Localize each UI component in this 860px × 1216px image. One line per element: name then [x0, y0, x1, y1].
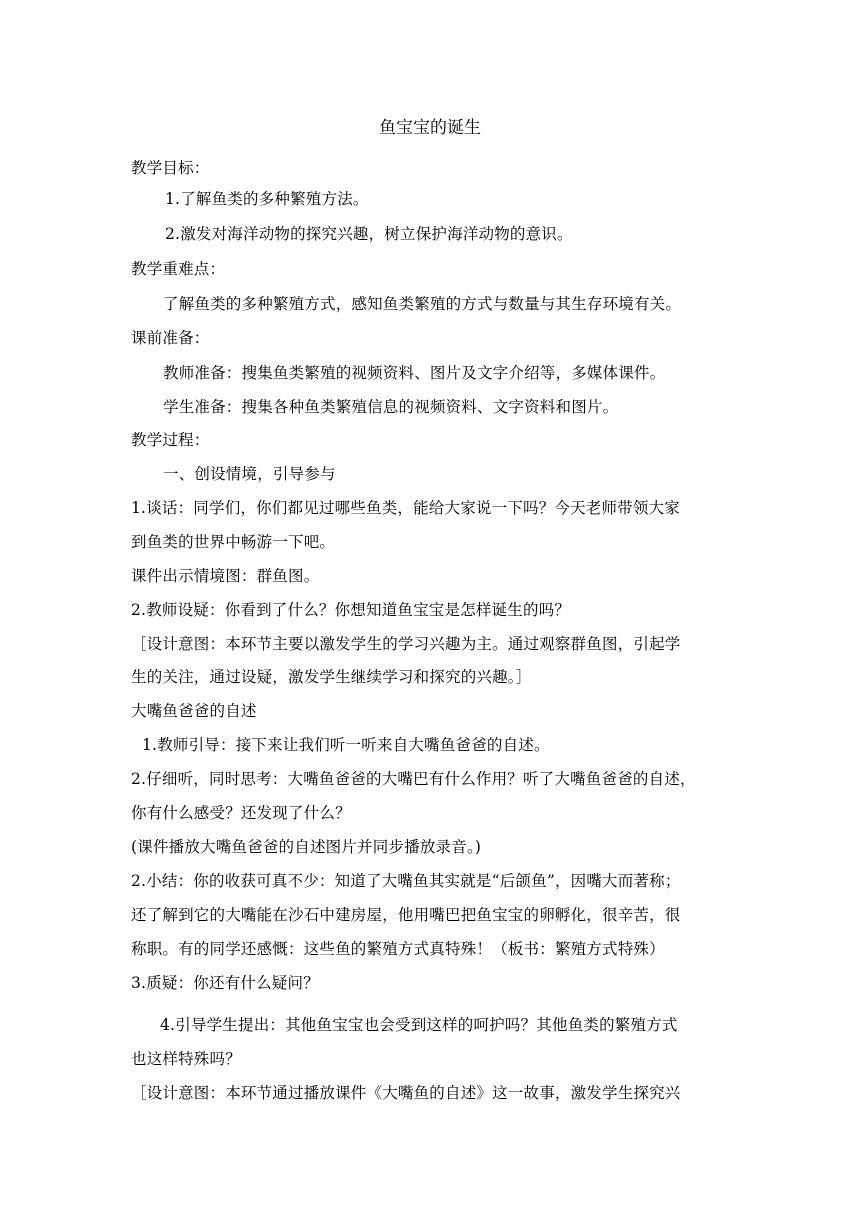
paragraph-line: 也这样特殊吗？	[131, 1050, 241, 1068]
paragraph-line: 3.质疑：你还有什么疑问？	[131, 974, 319, 992]
section-one-heading: 一、创设情境，引导参与	[163, 465, 336, 483]
paragraph-line: 4.引导学生提出：其他鱼宝宝也会受到这样的呵护吗？其他鱼类的繁殖方式	[160, 1016, 678, 1034]
paragraph-line: (课件播放大嘴鱼爸爸的自述图片并同步播放录音。)	[131, 838, 482, 856]
section-heading: 大嘴鱼爸爸的自述	[131, 702, 257, 720]
design-intent-line: ［设计意图：本环节通过播放课件《大嘴鱼的自述》这一故事，激发学生探究兴	[131, 1084, 681, 1102]
heading-preparation: 课前准备：	[131, 329, 210, 347]
paragraph-line: 1.谈话：同学们，你们都见过哪些鱼类，能给大家说一下吗？今天老师带领大家	[131, 499, 680, 517]
teacher-preparation: 教师准备：搜集鱼类繁殖的视频资料、图片及文字介绍等，多媒体课件。	[163, 364, 666, 382]
heading-process: 教学过程：	[131, 431, 210, 449]
design-intent-line: 生的关注，通过设疑，激发学生继续学习和探究的兴趣。］	[131, 668, 532, 686]
goal-item-2: 2.激发对海洋动物的探究兴趣，树立保护海洋动物的意识。	[165, 225, 573, 243]
key-points-text: 了解鱼类的多种繁殖方式，感知鱼类繁殖的方式与数量与其生存环境有关。	[163, 295, 682, 313]
paragraph-line: 2.教师设疑：你看到了什么？你想知道鱼宝宝是怎样诞生的吗？	[131, 601, 571, 619]
paragraph-line: 到鱼类的世界中畅游一下吧。	[131, 533, 336, 551]
document-title: 鱼宝宝的诞生	[379, 118, 481, 138]
paragraph-line: 2.小结：你的收获可真不少：知道了大嘴鱼其实就是“后颌鱼”，因嘴大而著称；	[131, 872, 681, 890]
student-preparation: 学生准备：搜集各种鱼类繁殖信息的视频资料、文字资料和图片。	[163, 398, 619, 416]
heading-key-points: 教学重难点：	[131, 260, 226, 278]
paragraph-line: 2.仔细听，同时思考：大嘴鱼爸爸的大嘴巴有什么作用？听了大嘴鱼爸爸的自述，	[131, 770, 696, 788]
heading-teaching-goals: 教学目标：	[131, 159, 210, 177]
paragraph-line: 称职。有的同学还感慨：这些鱼的繁殖方式真特殊！（板书：繁殖方式特殊）	[131, 940, 665, 958]
goal-item-1: 1.了解鱼类的多种繁殖方法。	[165, 190, 369, 208]
paragraph-line: 还了解到它的大嘴能在沙石中建房屋，他用嘴巴把鱼宝宝的卵孵化，很辛苦，很	[131, 906, 681, 924]
paragraph-line: 1.教师引导：接下来让我们听一听来自大嘴鱼爸爸的自述。	[142, 736, 550, 754]
paragraph-line: 你有什么感受？还发现了什么？	[131, 804, 351, 822]
paragraph-line: 课件出示情境图：群鱼图。	[131, 567, 320, 585]
design-intent-line: ［设计意图：本环节主要以激发学生的学习兴趣为主。通过观察群鱼图，引起学	[131, 635, 681, 653]
